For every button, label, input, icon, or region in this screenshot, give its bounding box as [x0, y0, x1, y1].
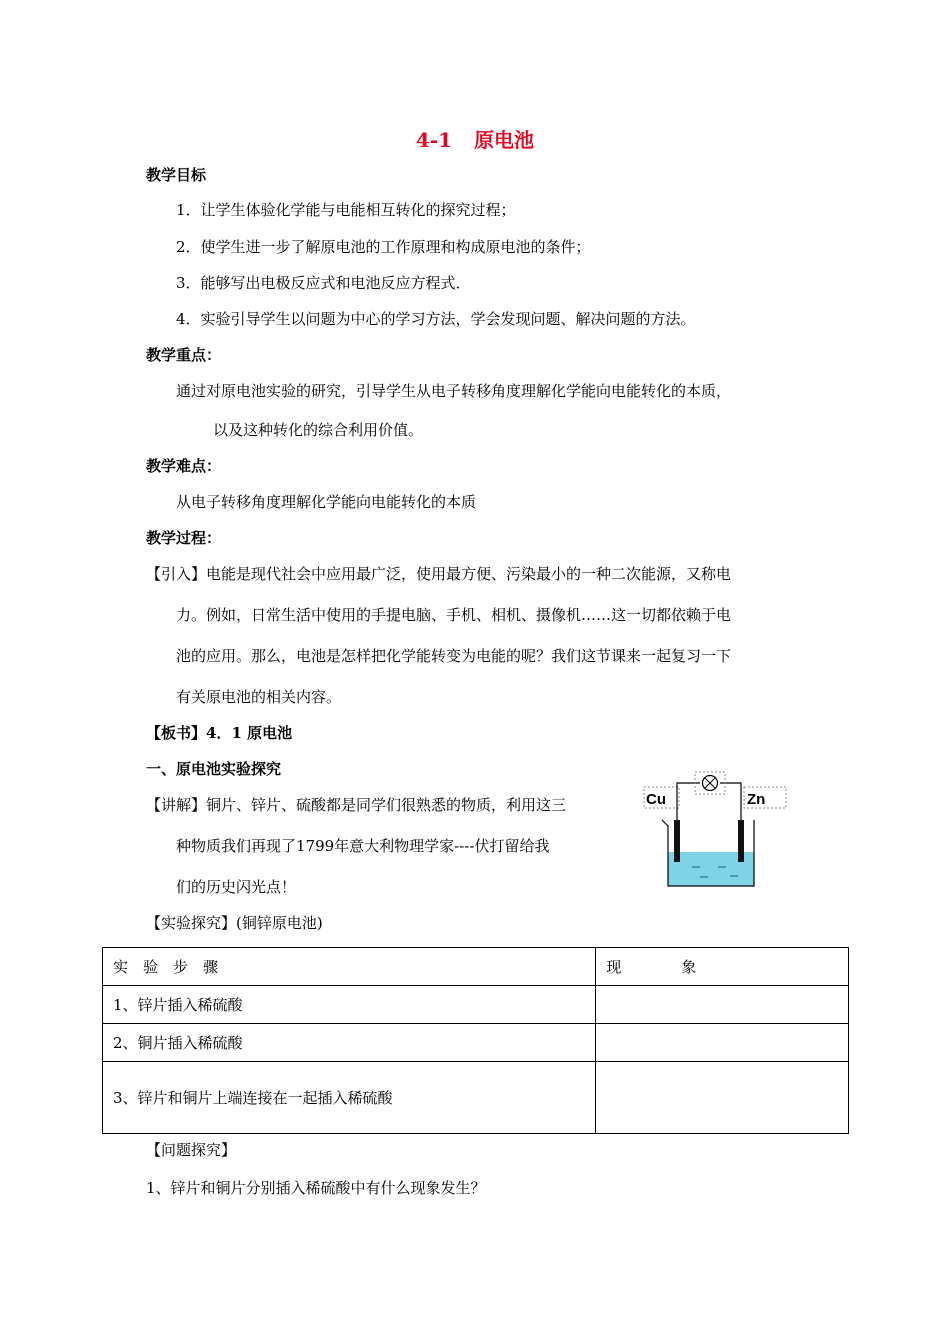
table-header-row — [103, 948, 849, 986]
table-cell-phenomenon — [596, 986, 849, 1024]
questions-heading: 【问题探究】 — [146, 1141, 237, 1159]
table-row — [103, 986, 849, 1024]
difficulties-heading: 教学难点： — [146, 457, 222, 475]
zn-label: Zn — [747, 791, 766, 808]
goal-item-4: 4．实验引导学生以问题为中心的学习方法，学会发现问题、解决问题的方法。 — [176, 310, 696, 328]
process-heading: 教学过程： — [146, 529, 222, 547]
table-header-steps: 实 验 步 骤 — [103, 948, 596, 986]
intro-line-1: 【引入】电能是现代社会中应用最广泛，使用最方便、污染最小的一种二次能源，又称电 — [146, 565, 732, 583]
table-cell-phenomenon — [596, 1024, 849, 1062]
intro-line-3: 池的应用。那么，电池是怎样把化学能转变为电能的呢？我们这节课来一起复习一下 — [176, 647, 732, 665]
intro-line-2: 力。例如，日常生活中使用的手提电脑、手机、相机、摄像机……这一切都依赖于电 — [176, 606, 732, 624]
goal-item-3: 3．能够写出电极反应式和电池反应方程式． — [176, 274, 471, 292]
experiment-label: 【实验探究】(铜锌原电池) — [146, 914, 323, 932]
copper-zinc-cell-diagram — [640, 768, 790, 890]
zinc-electrode — [738, 820, 744, 862]
goal-item-1: 1．让学生体验化学能与电能相互转化的探究过程； — [176, 201, 516, 219]
key-points-heading: 教学重点： — [146, 346, 222, 364]
page-title — [0, 127, 950, 153]
intro-line-4: 有关原电池的相关内容。 — [176, 688, 342, 706]
wire-right — [720, 783, 741, 820]
copper-electrode — [674, 820, 680, 862]
table-row — [103, 1062, 849, 1134]
section-1-heading: 一、原电池实验探究 — [146, 760, 282, 778]
lecture-line-1: 【讲解】铜片、锌片、硫酸都是同学们很熟悉的物质，利用这三 — [146, 796, 567, 814]
table-row — [103, 1024, 849, 1062]
question-item-1: 1、锌片和铜片分别插入稀硫酸中有什么现象发生？ — [146, 1179, 486, 1197]
key-points-line-1: 通过对原电池实验的研究，引导学生从电子转移角度理解化学能向电能转化的本质， — [176, 382, 732, 400]
board-note: 【板书】4．1 原电池 — [146, 724, 293, 742]
table-cell-phenomenon — [596, 1062, 849, 1134]
table-header-phenomena: 现 象 — [596, 948, 849, 986]
experiment-table — [102, 947, 849, 1134]
wire-left — [677, 783, 700, 820]
difficulties-line-1: 从电子转移角度理解化学能向电能转化的本质 — [176, 493, 477, 511]
cu-label: Cu — [646, 791, 666, 808]
table-cell-step: 2、铜片插入稀硫酸 — [103, 1024, 596, 1062]
table-cell-step: 1、锌片插入稀硫酸 — [103, 986, 596, 1024]
lecture-line-2: 种物质我们再现了1799年意大利物理学家----伏打留给我 — [176, 837, 550, 855]
cell-diagram-svg — [640, 768, 790, 890]
key-points-line-2: 以及这种转化的综合利用价值。 — [213, 421, 424, 439]
title-number: 4-1 — [415, 128, 453, 152]
table-cell-step: 3、锌片和铜片上端连接在一起插入稀硫酸 — [103, 1062, 596, 1134]
lecture-line-3: 们的历史闪光点！ — [176, 878, 297, 896]
goals-heading: 教学目标 — [146, 166, 207, 184]
goal-item-2: 2．使学生进一步了解原电池的工作原理和构成原电池的条件； — [176, 238, 591, 256]
title-text: 原电池 — [474, 128, 535, 152]
